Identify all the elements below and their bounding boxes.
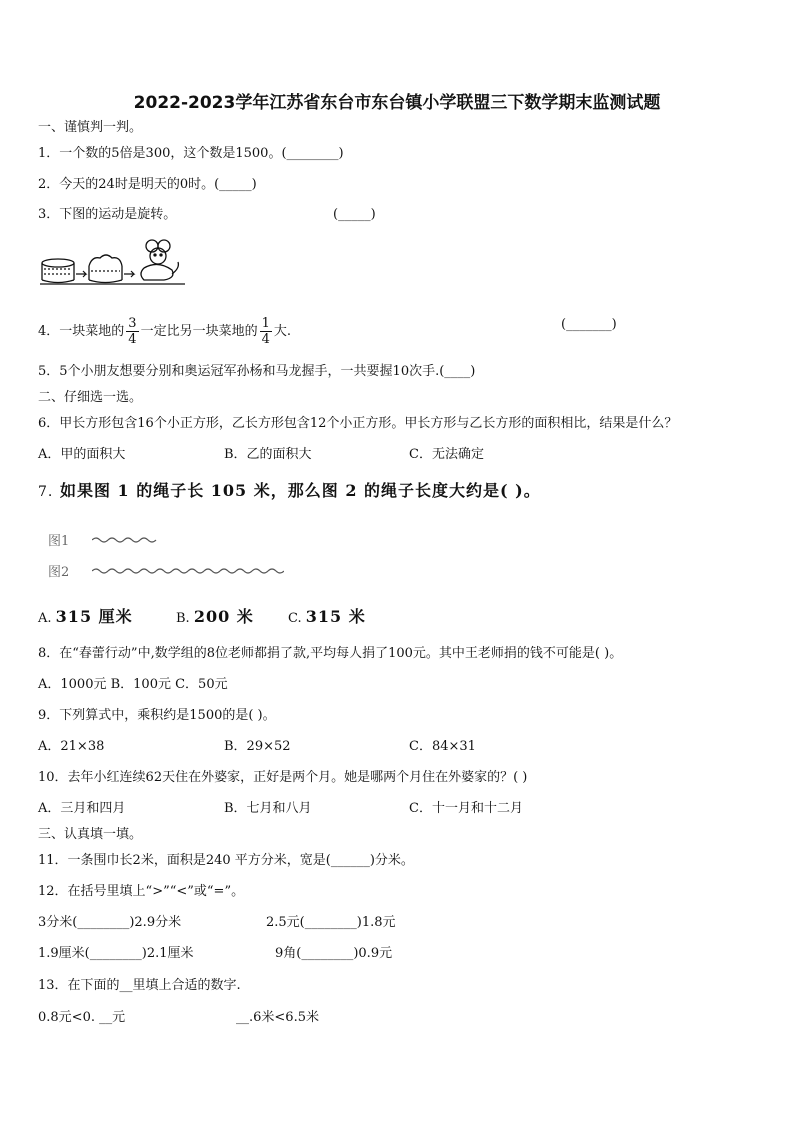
question-13: 13．在下面的__里填上合适的数字. — [38, 978, 241, 993]
q7-number: 7. — [38, 484, 54, 500]
rope-figure-1 — [92, 535, 162, 545]
q7-option-a — [38, 606, 133, 628]
cake-icon — [42, 259, 74, 283]
section-3-heading: 三、认真填一填。 — [38, 827, 143, 842]
numerator: 3 — [128, 316, 137, 331]
fraction-three-quarters — [126, 316, 138, 347]
q8-options: A．1000元 B．100元 C．50元 — [38, 677, 228, 692]
q7-option-a-letter: A. — [38, 611, 52, 626]
numerator: 1 — [261, 316, 270, 331]
q10-option-a: A．三月和四月 — [38, 801, 126, 816]
q12-item-1: 3分米(________)2.9分米 — [38, 915, 182, 930]
question-9: 9．下列算式中，乘积约是1500的是( )。 — [38, 708, 276, 723]
q7-option-b — [176, 606, 254, 628]
q3-figure — [40, 238, 185, 288]
question-3-blank: (_____) — [333, 207, 376, 222]
denominator: 4 — [128, 332, 137, 347]
q13-item-2: __.6米<6.5米 — [236, 1010, 319, 1025]
q6-option-a: A．甲的面积大 — [38, 447, 126, 462]
question-3: 3．下图的运动是旋转。 — [38, 207, 177, 222]
q6-option-b: B．乙的面积大 — [224, 447, 312, 462]
question-5: 5．5个小朋友想要分别和奥运冠军孙杨和马龙握手，一共要握10次手.(____) — [38, 364, 476, 379]
q4-text-c: 大. — [273, 324, 291, 339]
denominator: 4 — [261, 332, 270, 347]
q10-option-c: C．十一月和十二月 — [409, 801, 523, 816]
question-10: 10．去年小红连续62天住在外婆家，正好是两个月。她是哪两个月住在外婆家的？( ) — [38, 770, 528, 785]
q13-item-1: 0.8元<0. __元 — [38, 1010, 126, 1025]
q7-option-b-text: 200 米 — [193, 607, 254, 626]
page-title: 2022-2023学年江苏省东台市东台镇小学联盟三下数学期末监测试题 — [133, 93, 661, 113]
question-8: 8．在“春蕾行动”中,数学组的8位老师都捐了款,平均每人捐了100元。其中王老师捐的钱不可能是( )。 — [38, 646, 623, 661]
q7-option-a-text: 315 厘米 — [55, 607, 133, 626]
q12-item-2: 2.5元(________)1.8元 — [266, 915, 396, 930]
q7-option-c-text: 315 米 — [305, 607, 366, 626]
q9-option-b: B．29×52 — [224, 739, 291, 754]
figure-2-label: 图2 — [48, 565, 70, 580]
q12-item-3: 1.9厘米(________)2.1厘米 — [38, 946, 194, 961]
section-2-heading: 二、仔细选一选。 — [38, 390, 143, 405]
question-7 — [38, 482, 541, 501]
q9-option-c: C．84×31 — [409, 739, 476, 754]
q7-text: 如果图 1 的绳子长 105 米，那么图 2 的绳子长度大约是( )。 — [59, 481, 541, 500]
rope-figure-2 — [92, 566, 284, 576]
q4-text-a: 4．一块菜地的 — [38, 324, 125, 339]
question-6: 6．甲长方形包含16个小正方形，乙长方形包含12个小正方形。甲长方形与乙长方形的面积相比，结果是什么？ — [38, 416, 678, 431]
question-11: 11．一条围巾长2米，面积是240 平方分米，宽是(______)分米。 — [38, 853, 414, 868]
q7-option-c-letter: C. — [288, 611, 302, 626]
question-4-blank: (_______) — [561, 317, 617, 332]
cake-icon — [89, 255, 122, 283]
q7-option-c — [288, 606, 366, 628]
q6-option-c: C．无法确定 — [409, 447, 484, 462]
arrow-icon — [124, 271, 134, 277]
arrow-icon — [76, 271, 86, 277]
q9-option-a: A．21×38 — [38, 739, 105, 754]
question-4 — [38, 316, 291, 346]
section-1-heading: 一、谨慎判一判。 — [38, 120, 143, 135]
question-2: 2．今天的24时是明天的0时。(_____) — [38, 177, 257, 192]
q7-option-b-letter: B. — [176, 611, 190, 626]
mouse-icon — [141, 240, 178, 280]
q10-option-b: B．七月和八月 — [224, 801, 312, 816]
figure-1-label: 图1 — [48, 534, 70, 549]
question-12: 12．在括号里填上“>”“<”或“=”。 — [38, 884, 245, 899]
fraction-one-quarter — [260, 316, 272, 347]
question-1: 1．一个数的5倍是300，这个数是1500。(________) — [38, 146, 344, 161]
q4-text-b: 一定比另一块菜地的 — [140, 324, 258, 339]
q12-item-4: 9角(________)0.9元 — [275, 946, 393, 961]
